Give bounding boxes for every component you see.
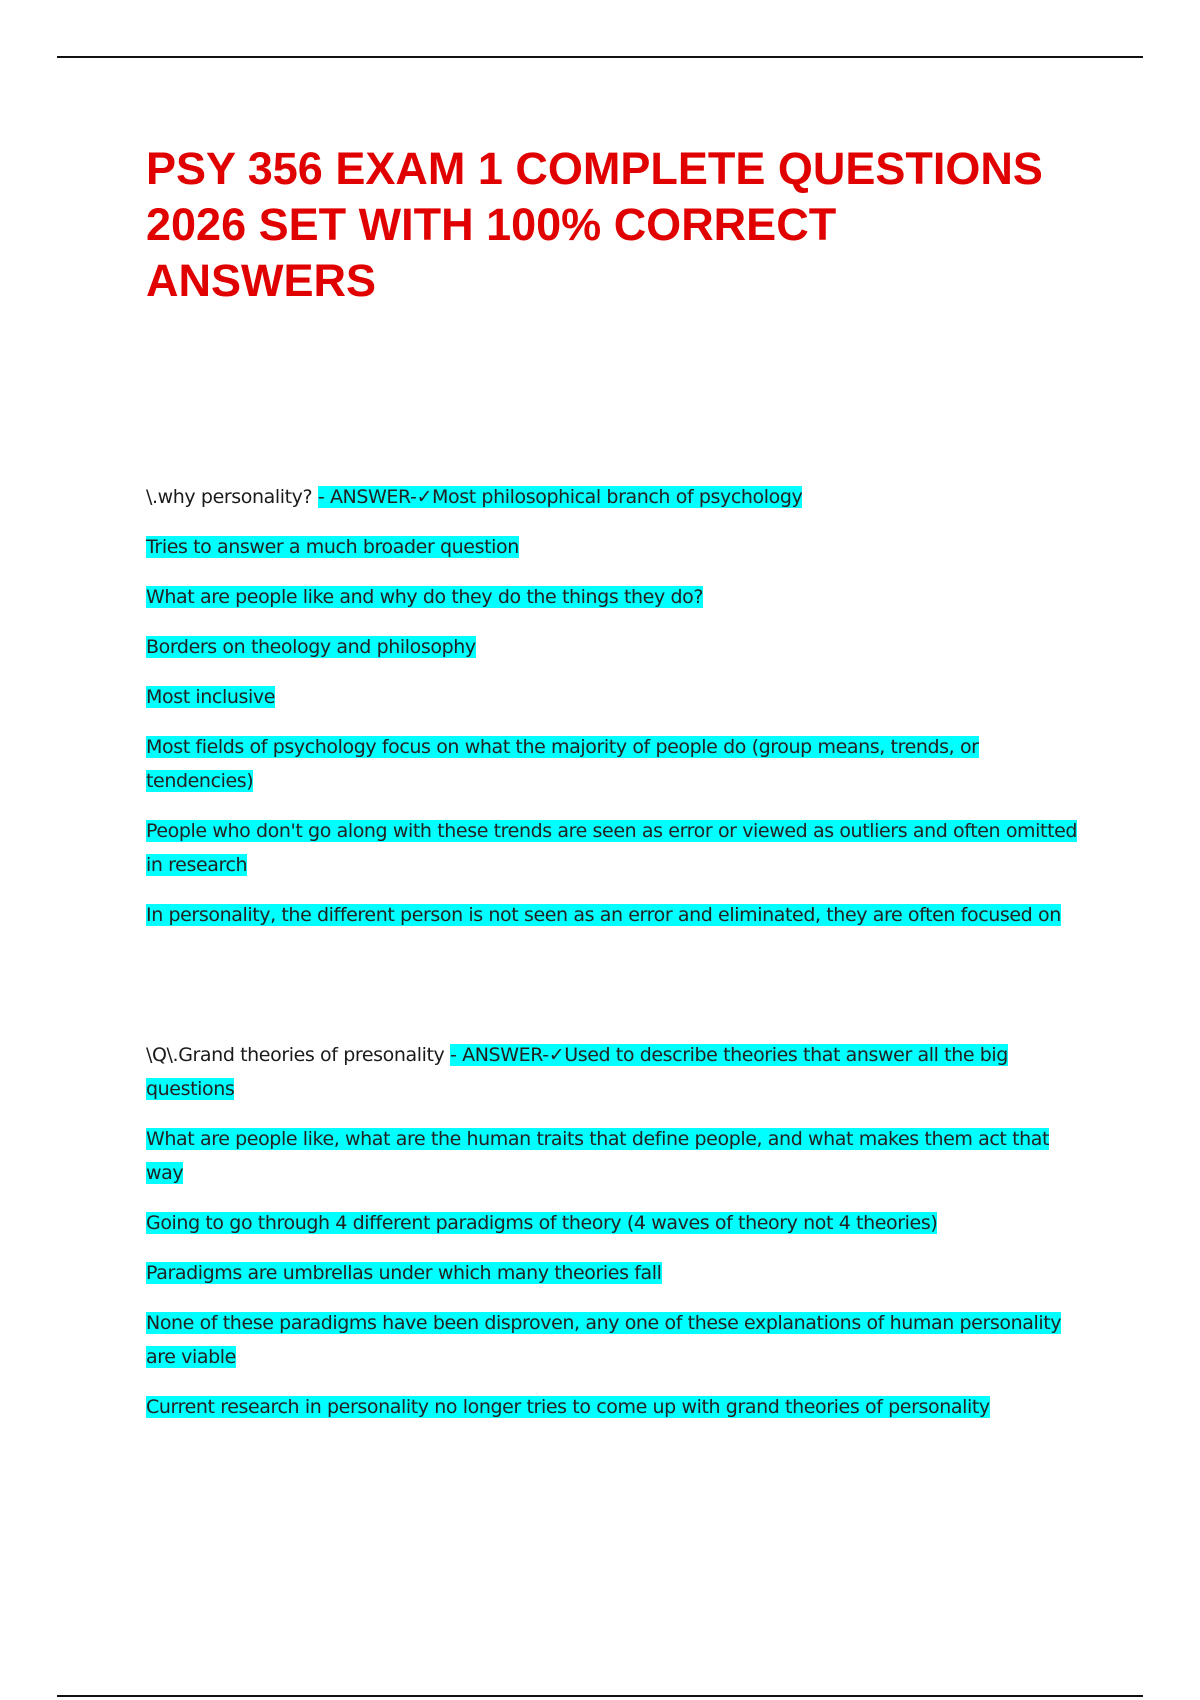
answer-line [146,814,1086,882]
answer-line [146,1122,1086,1190]
answer-text: Going to go through 4 different paradigms of theory (4 waves of theory not 4 theories) [146,1212,938,1234]
answer-line [146,630,1086,664]
question-text: \.why personality? [146,486,313,508]
answer-text: Borders on theology and philosophy [146,636,476,658]
answer-text: What are people like and why do they do the things they do? [146,586,704,608]
answer-text: Paradigms are umbrellas under which many theories fall [146,1262,662,1284]
answer-line [146,1306,1086,1374]
answer-line [146,530,1086,564]
answer-line [146,1390,1086,1424]
question-line [146,1038,1086,1106]
answer-line [146,730,1086,798]
question-line [146,480,1086,514]
answer-text: Most fields of psychology focus on what the majority of people do (group means, trends, or tendencies) [146,736,979,792]
answer-line [146,1256,1086,1290]
answer-line [146,898,1086,932]
answer-line [146,1206,1086,1240]
bottom-rule [57,1695,1143,1697]
answer-text: Current research in personality no longer tries to come up with grand theories of personality [146,1396,990,1418]
qa-block-1 [146,480,1086,948]
answer-line [146,580,1086,614]
answer-text: People who don't go along with these trends are seen as error or viewed as outliers and often omitted in research [146,820,1078,876]
answer-text: What are people like, what are the human traits that define people, and what makes them act that way [146,1128,1050,1184]
document-title: PSY 356 EXAM 1 COMPLETE QUESTIONS 2026 SET WITH 100% CORRECT ANSWERS [146,143,1043,306]
answer-text: - ANSWER-✓Most philosophical branch of psychology [317,486,803,508]
answer-text: Tries to answer a much broader question [146,536,519,558]
qa-block-2 [146,1038,1086,1440]
answer-text: - ANSWER-✓Used to describe theories that answer all the big questions [146,1044,1008,1100]
answer-line [146,680,1086,714]
question-text: \Q\.Grand theories of presonality [146,1044,445,1066]
answer-text: None of these paradigms have been disproven, any one of these explanations of human personality are viable [146,1312,1062,1368]
answer-text: In personality, the different person is not seen as an error and eliminated, they are often focused on [146,904,1061,926]
top-rule [57,56,1143,58]
answer-text: Most inclusive [146,686,276,708]
